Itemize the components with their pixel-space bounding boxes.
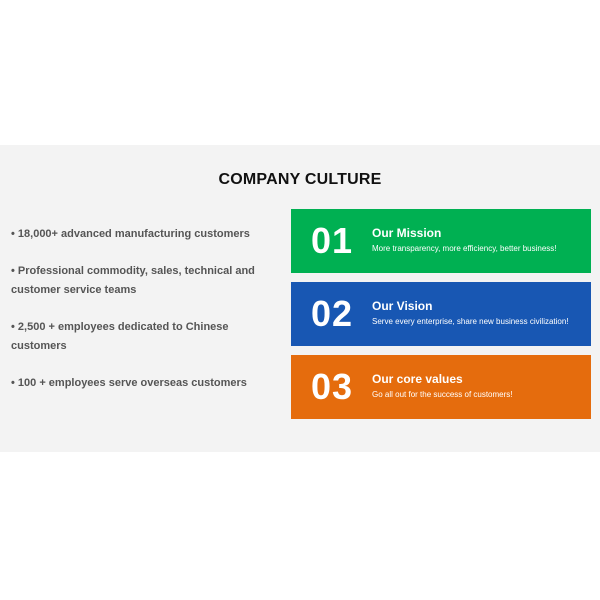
card-description: Serve every enterprise, share new business civilization! [372,317,569,326]
bullet-item: • Professional commodity, sales, technical and customer service teams [11,265,255,296]
company-culture-section [0,145,600,452]
card-number: 03 [311,366,354,407]
bullet-item: • 18,000+ advanced manufacturing customers [11,228,250,240]
card-title: Our Mission [372,226,442,240]
card-title: Our Vision [372,299,433,313]
section-title: COMPANY CULTURE [218,171,382,188]
culture-bullet-list [11,225,261,393]
mission-card [291,209,591,273]
bullet-item: • 100 + employees serve overseas customers [11,377,247,389]
vision-card [291,282,591,346]
bullet-item: • 2,500 + employees dedicated to Chinese customers [11,321,229,352]
card-number: 01 [311,220,354,261]
card-description: Go all out for the success of customers! [372,390,513,399]
core-values-card [291,355,591,419]
card-number: 02 [311,293,354,334]
card-description: More transparency, more efficiency, better business! [372,244,557,253]
card-title: Our core values [372,372,463,386]
